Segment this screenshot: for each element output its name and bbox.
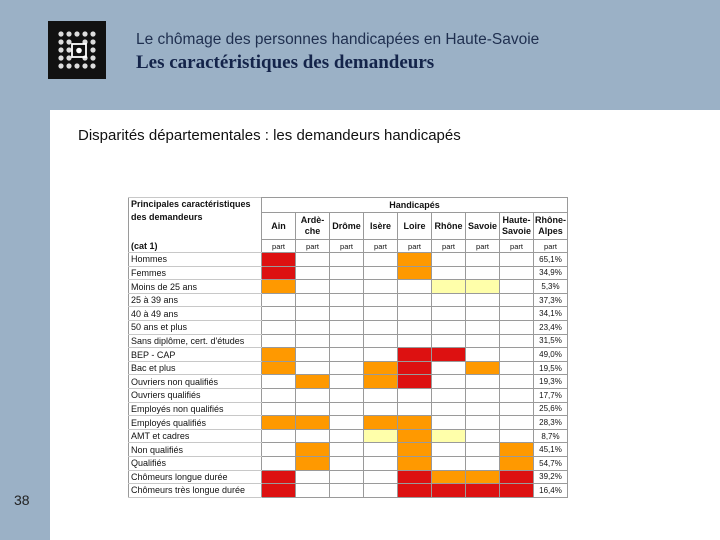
heat-cell [500,361,534,375]
table-row [129,321,568,335]
rhone-alpes-value: 34,9% [534,266,568,280]
heat-cell [398,484,432,498]
heat-cell [432,307,466,321]
heat-cell [262,334,296,348]
column-header: Drôme [330,213,364,240]
heat-cell [364,375,398,389]
heat-cell [364,457,398,471]
heat-cell [262,484,296,498]
heat-cell [364,416,398,430]
heat-cell [398,389,432,403]
row-label: 25 à 39 ans [129,293,262,307]
part-label: part [398,240,432,253]
heat-cell [330,307,364,321]
heat-cell [466,334,500,348]
disparities-table-wrapper [128,197,568,498]
heat-cell [432,266,466,280]
column-header: Rhône-Alpes [534,213,568,240]
row-label: Moins de 25 ans [129,280,262,294]
heat-cell [262,266,296,280]
heat-cell [330,484,364,498]
heat-cell [364,443,398,457]
rhone-alpes-value: 28,3% [534,416,568,430]
heat-cell [466,389,500,403]
heat-cell [500,280,534,294]
heat-cell [364,389,398,403]
heat-cell [432,416,466,430]
heat-cell [432,457,466,471]
heat-cell [500,389,534,403]
row-label: Chômeurs très longue durée [129,484,262,498]
heat-cell [500,307,534,321]
heat-cell [432,389,466,403]
heat-cell [466,307,500,321]
heat-cell [330,389,364,403]
heat-cell [262,416,296,430]
dot-grid-logo [48,21,106,79]
heat-cell [398,416,432,430]
heat-cell [330,457,364,471]
heat-cell [262,457,296,471]
heat-cell [262,253,296,267]
rhone-alpes-value: 19,5% [534,361,568,375]
table-header-row-group [129,198,568,213]
row-label: Ouvriers qualifiés [129,389,262,403]
heat-cell [364,470,398,484]
heat-cell [262,389,296,403]
row-label: AMT et cadres [129,429,262,443]
row-label: Non qualifiés [129,443,262,457]
heat-cell [364,280,398,294]
heat-cell [466,375,500,389]
heat-cell [466,429,500,443]
heat-cell [500,293,534,307]
table-row [129,348,568,362]
part-label: part [262,240,296,253]
heat-cell [364,293,398,307]
heat-cell [330,321,364,335]
disparities-table [128,197,568,498]
heat-cell [296,307,330,321]
table-row [129,470,568,484]
table-row [129,375,568,389]
heat-cell [296,266,330,280]
heat-cell [432,253,466,267]
heat-cell [466,484,500,498]
heat-cell [500,416,534,430]
heat-cell [296,293,330,307]
heat-cell [432,334,466,348]
heat-cell [262,280,296,294]
heat-cell [398,334,432,348]
heat-cell [364,348,398,362]
heat-cell [330,348,364,362]
section-heading: Disparités départementales : les demandeurs handicapés [78,127,461,144]
heat-cell [466,402,500,416]
heat-cell [500,253,534,267]
heat-cell [432,280,466,294]
heat-cell [296,470,330,484]
rhone-alpes-value: 25,6% [534,402,568,416]
heat-cell [330,266,364,280]
heat-cell [262,321,296,335]
heat-cell [364,266,398,280]
rhone-alpes-value: 45,1% [534,443,568,457]
heat-cell [466,361,500,375]
heat-cell [262,293,296,307]
heat-cell [364,484,398,498]
rhone-alpes-value: 39,2% [534,470,568,484]
heat-cell [432,293,466,307]
heat-cell [330,402,364,416]
heat-cell [330,470,364,484]
heat-cell [466,470,500,484]
category-label: (cat 1) [129,240,262,253]
part-label: part [466,240,500,253]
dot-grid-logo-icon [48,21,106,79]
heat-cell [466,253,500,267]
heat-cell [364,321,398,335]
rhone-alpes-value: 23,4% [534,321,568,335]
row-label: Employés qualifiés [129,416,262,430]
heat-cell [500,443,534,457]
heat-cell [398,457,432,471]
heat-cell [398,375,432,389]
heat-cell [466,266,500,280]
heat-cell [330,375,364,389]
rhone-alpes-value: 54,7% [534,457,568,471]
heat-cell [296,253,330,267]
table-row [129,307,568,321]
rhone-alpes-value: 65,1% [534,253,568,267]
row-label: Femmes [129,266,262,280]
heat-cell [500,334,534,348]
row-label: Sans diplôme, cert. d'études [129,334,262,348]
heat-cell [364,429,398,443]
rhone-alpes-value: 19,3% [534,375,568,389]
heat-cell [330,293,364,307]
column-header: Ain [262,213,296,240]
heat-cell [466,280,500,294]
heat-cell [296,389,330,403]
heat-cell [330,253,364,267]
heat-cell [500,266,534,280]
table-row [129,293,568,307]
rhone-alpes-value: 5,3% [534,280,568,294]
heat-cell [398,293,432,307]
heat-cell [296,484,330,498]
rhone-alpes-value: 49,0% [534,348,568,362]
heat-cell [500,457,534,471]
heat-cell [398,402,432,416]
heat-cell [262,348,296,362]
heat-cell [398,307,432,321]
heat-cell [432,443,466,457]
table-row [129,280,568,294]
heat-cell [500,429,534,443]
heat-cell [296,375,330,389]
heat-cell [296,457,330,471]
heat-cell [364,334,398,348]
heat-cell [500,402,534,416]
row-label: Hommes [129,253,262,267]
heat-cell [398,321,432,335]
heat-cell [262,443,296,457]
heat-cell [262,402,296,416]
heat-cell [398,429,432,443]
table-row [129,443,568,457]
column-header: Haute-Savoie [500,213,534,240]
heat-cell [500,321,534,335]
heat-cell [296,321,330,335]
column-header: Rhône [432,213,466,240]
table-row [129,429,568,443]
rhone-alpes-value: 16,4% [534,484,568,498]
left-band [0,110,50,540]
table-row [129,361,568,375]
heat-cell [296,429,330,443]
heat-cell [330,361,364,375]
table-row [129,457,568,471]
heat-cell [466,321,500,335]
heat-cell [262,470,296,484]
part-label: part [534,240,568,253]
heat-cell [466,416,500,430]
part-label: part [330,240,364,253]
heat-cell [330,334,364,348]
row-label: Chômeurs longue durée [129,470,262,484]
heat-cell [262,361,296,375]
rhone-alpes-value: 17,7% [534,389,568,403]
part-label: part [432,240,466,253]
rhone-alpes-value: 31,5% [534,334,568,348]
heat-cell [466,457,500,471]
column-header: Ardè-che [296,213,330,240]
heat-cell [432,429,466,443]
heat-cell [364,402,398,416]
part-label: part [364,240,398,253]
heat-cell [398,443,432,457]
row-label: 40 à 49 ans [129,307,262,321]
heat-cell [432,361,466,375]
column-header: Isère [364,213,398,240]
heat-cell [364,307,398,321]
heat-cell [432,321,466,335]
row-label: 50 ans et plus [129,321,262,335]
heat-cell [398,361,432,375]
heat-cell [262,429,296,443]
row-label: Bac et plus [129,361,262,375]
column-header: Loire [398,213,432,240]
heat-cell [296,361,330,375]
row-label: Ouvriers non qualifiés [129,375,262,389]
heat-cell [500,375,534,389]
heat-cell [296,402,330,416]
heat-cell [432,375,466,389]
heat-cell [466,293,500,307]
heat-cell [364,253,398,267]
part-label: part [296,240,330,253]
heat-cell [466,443,500,457]
heat-cell [500,484,534,498]
column-header: Savoie [466,213,500,240]
heat-cell [398,280,432,294]
heat-cell [398,266,432,280]
row-label: Employés non qualifiés [129,402,262,416]
table-row [129,266,568,280]
rhone-alpes-value: 34,1% [534,307,568,321]
table-row [129,389,568,403]
heat-cell [296,443,330,457]
row-label: BEP - CAP [129,348,262,362]
slide-subtitle: Le chômage des personnes handicapées en Haute-Savoie [136,31,540,48]
table-header-row-part [129,240,568,253]
slide-title: Les caractéristiques des demandeurs [136,52,435,73]
heat-cell [296,334,330,348]
heat-cell [398,348,432,362]
heat-cell [432,470,466,484]
heat-cell [500,470,534,484]
heat-cell [364,361,398,375]
rhone-alpes-value: 8,7% [534,429,568,443]
heat-cell [296,280,330,294]
row-label: Qualifiés [129,457,262,471]
heat-cell [432,402,466,416]
heat-cell [296,348,330,362]
heat-cell [500,348,534,362]
page-number: 38 [14,492,30,508]
heat-cell [296,416,330,430]
corner-label: Principales caractéristiques des demandeurs [129,198,262,240]
part-label: part [500,240,534,253]
table-row [129,253,568,267]
table-row [129,416,568,430]
heat-cell [262,307,296,321]
heat-cell [330,429,364,443]
heat-cell [466,348,500,362]
table-row [129,334,568,348]
heat-cell [330,416,364,430]
heat-cell [432,484,466,498]
heat-cell [398,253,432,267]
heat-cell [330,280,364,294]
heat-cell [262,375,296,389]
table-row [129,402,568,416]
rhone-alpes-value: 37,3% [534,293,568,307]
heat-cell [398,470,432,484]
group-header-handicapes: Handicapés [262,198,568,213]
heat-cell [432,348,466,362]
heat-cell [330,443,364,457]
table-row [129,484,568,498]
